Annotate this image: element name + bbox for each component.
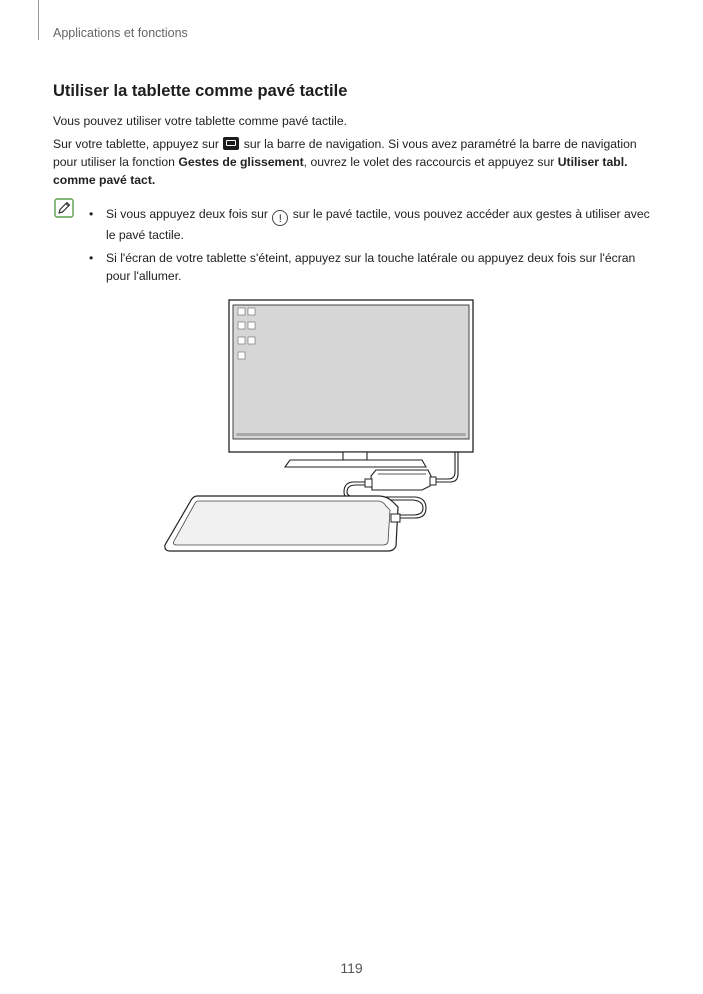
tablet-monitor-illustration [160, 296, 480, 556]
exclamation-circle-icon: ! [272, 210, 288, 226]
instructions-paragraph [53, 135, 653, 189]
setting-gestures-label: Gestes de glissement [178, 155, 304, 169]
setting-touchpad-label: Utiliser tabl. comme pavé tact. [53, 155, 628, 187]
instructions-text-1: Sur votre tablette, appuyez sur [53, 137, 219, 151]
note-icon [54, 198, 74, 218]
instructions-text-3: , ouvrez le volet des raccourcis et appuyez sur [303, 155, 555, 169]
usb-adapter [365, 470, 436, 490]
note-bullet-text: Si l'écran de votre tablette s'éteint, appuyez sur la touche latérale ou appuyez deux fois sur l'écran pour l'allumer. [106, 251, 636, 283]
note-bullet-text-2: sur le pavé tactile, vous pouvez accéder aux gestes à utiliser avec le pavé tactile. [106, 207, 650, 242]
note-bullet [89, 205, 659, 244]
note-bullet [89, 249, 659, 285]
instructions-text-2: sur la barre de navigation. Si vous avez paramétré la barre de navigation pour utiliser la fonction [53, 137, 637, 169]
note-bullet-text-1: Si vous appuyez deux fois sur [106, 207, 268, 221]
intro-paragraph: Vous pouvez utiliser votre tablette comme pavé tactile. [53, 114, 348, 128]
page-number: 119 [340, 960, 363, 976]
header-rule [38, 0, 39, 40]
tablet-illustration [165, 496, 400, 551]
section-header: Applications et fonctions [53, 26, 188, 40]
page-title: Utiliser la tablette comme pavé tactile [53, 82, 348, 100]
monitor-illustration [229, 300, 473, 467]
note-bullet-list [89, 205, 659, 290]
touchpad-icon [223, 137, 239, 150]
